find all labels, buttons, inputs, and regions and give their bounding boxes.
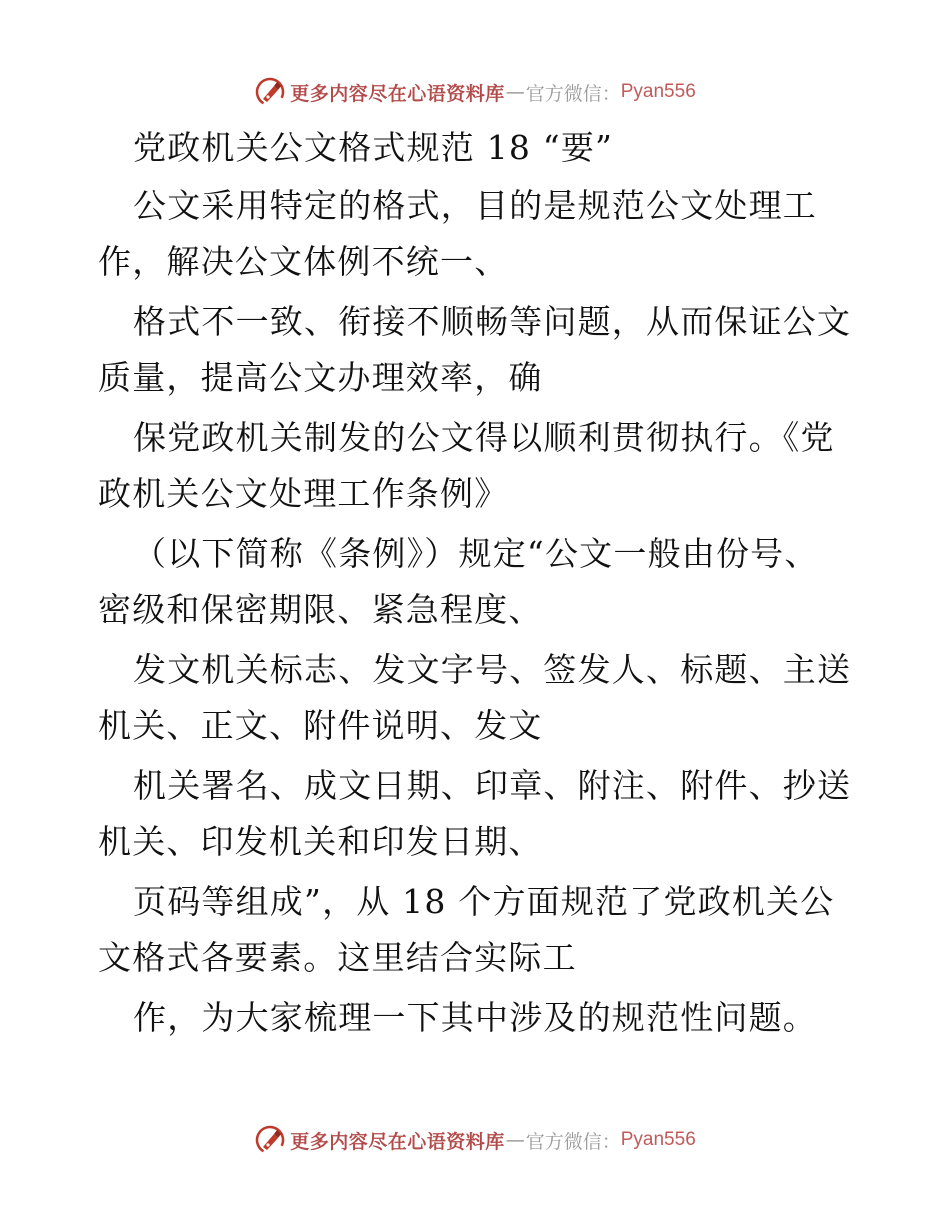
banner-dash: —: [505, 1129, 525, 1151]
pen-nib-logo-icon: [254, 1124, 286, 1156]
banner-official-label: 官方微信：: [525, 1130, 621, 1153]
footer-banner: [0, 1120, 950, 1160]
paragraph-line: 保党政机关制发的公文得以顺利贯彻执行。《党: [133, 418, 835, 457]
document-title: 党政机关公文格式规范 18 “要”: [133, 128, 614, 167]
paragraph-line: 政机关公文处理工作条例》: [98, 474, 509, 513]
header-banner: [0, 72, 950, 112]
paragraph-line: 公文采用特定的格式，目的是规范公文处理工: [133, 186, 817, 225]
banner-wechat-id: Pyan556: [620, 81, 696, 102]
paragraph-line: 作，为大家梳理一下其中涉及的规范性问题。: [133, 998, 817, 1037]
pen-nib-logo-icon: [254, 76, 286, 108]
banner-dash: —: [505, 81, 525, 103]
paragraph-line: 页码等组成”，从 18 个方面规范了党政机关公: [133, 882, 835, 921]
paragraph-line: 作，解决公文体例不统一、: [98, 242, 509, 281]
banner-main-text: 更多内容尽在心语资料库: [290, 82, 505, 105]
paragraph-line: 格式不一致、衔接不顺畅等问题，从而保证公文: [133, 302, 852, 341]
paragraph-line: 发文机关标志、发文字号、签发人、标题、主送: [133, 650, 852, 689]
banner-main-text: 更多内容尽在心语资料库: [290, 1130, 505, 1153]
paragraph-line: 文格式各要素。这里结合实际工: [98, 938, 577, 977]
paragraph-line: 质量，提高公文办理效率，确: [98, 358, 543, 397]
paragraph-line: （以下简称《条例》）规定“公文一般由份号、: [133, 534, 819, 573]
paragraph-line: 机关、正文、附件说明、发文: [98, 706, 543, 745]
banner-official-label: 官方微信：: [525, 82, 621, 105]
paragraph-line: 机关署名、成文日期、印章、附注、附件、抄送: [133, 766, 852, 805]
paragraph-line: 密级和保密期限、紧急程度、: [98, 590, 543, 629]
banner-wechat-id: Pyan556: [620, 1129, 696, 1150]
paragraph-line: 机关、印发机关和印发日期、: [98, 822, 543, 861]
